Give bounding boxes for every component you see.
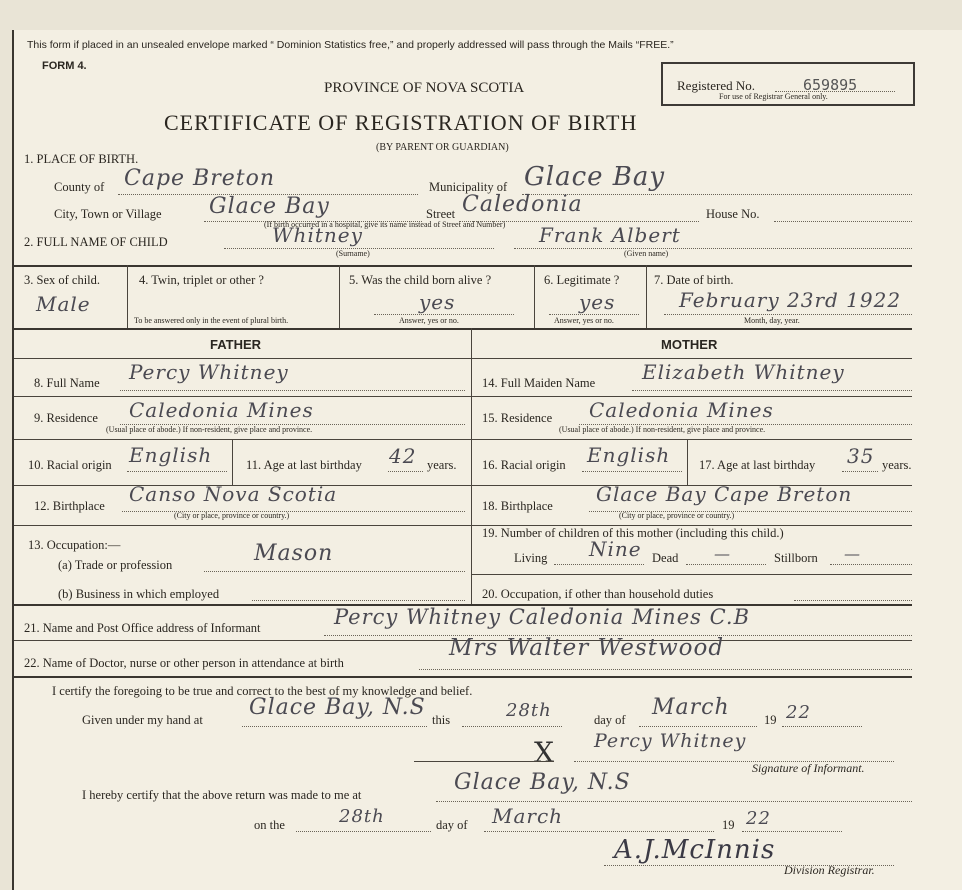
form-number: FORM 4. [42, 60, 87, 72]
day-of-label-2: day of [436, 818, 468, 832]
informant-value: Percy Whitney Caledonia Mines C.B [334, 605, 751, 629]
county-value: Cape Breton [124, 166, 276, 191]
division-registrar-label: Division Registrar. [784, 863, 875, 877]
father-birthplace-label: 12. Birthplace [34, 499, 105, 513]
business-label: (b) Business in which employed [58, 587, 220, 601]
street-value: Caledonia [462, 192, 583, 217]
mother-occupation-label: 20. Occupation, if other than household duties [482, 587, 714, 601]
children-count-label: 19. Number of children of this mother (including this child.) [482, 526, 784, 540]
father-age: 42 [389, 444, 417, 468]
twin-note: To be answered only in the event of plural birth. [134, 316, 289, 325]
street-label: Street [426, 207, 456, 221]
return-year-prefix: 19 [722, 818, 735, 832]
this-label: this [432, 713, 451, 727]
legitimate-value: yes [579, 290, 616, 314]
given-year-prefix: 19 [764, 713, 777, 727]
registration-box [661, 62, 915, 106]
dob-label: 7. Date of birth. [654, 273, 734, 287]
dead-value: — [714, 544, 731, 563]
given-at-label: Given under my hand at [82, 713, 203, 727]
father-name: Percy Whitney [129, 360, 289, 384]
dead-label: Dead [652, 551, 679, 565]
mother-name: Elizabeth Whitney [642, 360, 845, 384]
province-heading: PROVINCE OF NOVA SCOTIA [324, 80, 525, 96]
mother-years-label: years. [882, 458, 912, 472]
surname-caption: (Surname) [336, 249, 370, 258]
alive-value: yes [419, 290, 456, 314]
return-statement: I hereby certify that the above return was made to me at [82, 788, 362, 802]
registered-label: Registered No. [677, 78, 755, 93]
certificate-form [12, 30, 962, 890]
informant-signature-label: Signature of Informant. [752, 761, 865, 775]
informant-mark: X [534, 736, 555, 769]
father-racial-label: 10. Racial origin [28, 458, 112, 472]
living-label: Living [514, 551, 548, 565]
trade-label: (a) Trade or profession [58, 558, 173, 572]
informant-label: 21. Name and Post Office address of Informant [24, 621, 261, 635]
legitimate-label: 6. Legitimate ? [544, 273, 620, 287]
place-of-birth-heading: 1. PLACE OF BIRTH. [24, 152, 139, 166]
given-month: March [652, 695, 730, 720]
given-name-caption: (Given name) [624, 249, 669, 258]
return-year: 22 [746, 808, 771, 829]
page-subtitle: (BY PARENT OR GUARDIAN) [376, 142, 509, 153]
alive-note: Answer, yes or no. [399, 316, 459, 325]
stillborn-label: Stillborn [774, 551, 818, 565]
return-place: Glace Bay, N.S [454, 770, 631, 795]
mother-name-label: 14. Full Maiden Name [482, 376, 596, 390]
twin-label: 4. Twin, triplet or other ? [139, 273, 264, 287]
mother-racial: English [587, 443, 671, 467]
given-day: 28th [506, 700, 552, 721]
page-title: CERTIFICATE OF REGISTRATION OF BIRTH [164, 110, 638, 135]
father-age-label: 11. Age at last birthday [246, 458, 362, 472]
postal-notice: This form if placed in an unsealed envelope marked “ Dominion Statistics free,” and properly addressed will pass through the Mails “FREE.” [27, 39, 674, 51]
father-name-label: 8. Full Name [34, 376, 100, 390]
father-heading: FATHER [210, 337, 262, 352]
registered-number: 659895 [803, 76, 858, 94]
father-residence-label: 9. Residence [34, 411, 98, 425]
mother-heading: MOTHER [661, 337, 718, 352]
legitimate-note: Answer, yes or no. [554, 316, 614, 325]
alive-label: 5. Was the child born alive ? [349, 273, 492, 287]
municipality-label: Municipality of [429, 180, 508, 194]
dob-note: Month, day, year. [744, 316, 800, 325]
father-racial: English [129, 443, 213, 467]
city-label: City, Town or Village [54, 207, 162, 221]
return-month: March [492, 804, 564, 828]
registrar-note: For use of Registrar General only. [719, 92, 828, 101]
father-occupation-label: 13. Occupation:— [28, 538, 121, 552]
dob-value: February 23rd 1922 [679, 288, 902, 312]
house-label: House No. [706, 207, 760, 221]
doctor-value: Mrs Walter Westwood [449, 635, 725, 661]
mother-racial-label: 16. Racial origin [482, 458, 566, 472]
father-years-label: years. [427, 458, 457, 472]
mother-age-label: 17. Age at last birthday [699, 458, 816, 472]
mother-birthplace: Glace Bay Cape Breton [596, 482, 853, 506]
child-given-name: Frank Albert [539, 223, 681, 247]
return-day: 28th [339, 806, 385, 827]
county-label: County of [54, 180, 105, 194]
city-value: Glace Bay [209, 194, 330, 219]
mother-age: 35 [847, 444, 875, 468]
father-birthplace: Canso Nova Scotia [129, 482, 338, 506]
day-of-label: day of [594, 713, 626, 727]
given-year: 22 [786, 702, 811, 723]
mother-residence: Caledonia Mines [589, 398, 774, 422]
mother-residence-label: 15. Residence [482, 411, 553, 425]
registrar-signature: A.J.McInnis [614, 835, 776, 865]
sex-value: Male [36, 292, 91, 316]
father-residence: Caledonia Mines [129, 398, 314, 422]
father-residence-note: (Usual place of abode.) If non-resident, give place and province. [106, 425, 313, 434]
sex-label: 3. Sex of child. [24, 273, 101, 287]
trade-value: Mason [254, 541, 334, 566]
mother-birthplace-label: 18. Birthplace [482, 499, 553, 513]
given-at-place: Glace Bay, N.S [249, 695, 426, 720]
mother-residence-note: (Usual place of abode.) If non-resident, give place and province. [559, 425, 766, 434]
living-value: Nine [589, 537, 642, 561]
doctor-label: 22. Name of Doctor, nurse or other person in attendance at birth [24, 656, 344, 670]
mother-birthplace-note: (City or place, province or country.) [619, 511, 735, 520]
stillborn-value: — [844, 544, 861, 563]
on-the-label: on the [254, 818, 285, 832]
child-surname: Whitney [272, 223, 363, 247]
certify-statement: I certify the foregoing to be true and correct to the best of my knowledge and belief. [52, 684, 473, 698]
father-birthplace-note: (City or place, province or country.) [174, 511, 290, 520]
hospital-note: (If birth occurred in a hospital, give its name instead of Street and Number) [264, 220, 506, 229]
child-name-heading: 2. FULL NAME OF CHILD [24, 235, 168, 249]
informant-signature: Percy Whitney [594, 730, 747, 752]
municipality-value: Glace Bay [524, 162, 666, 192]
